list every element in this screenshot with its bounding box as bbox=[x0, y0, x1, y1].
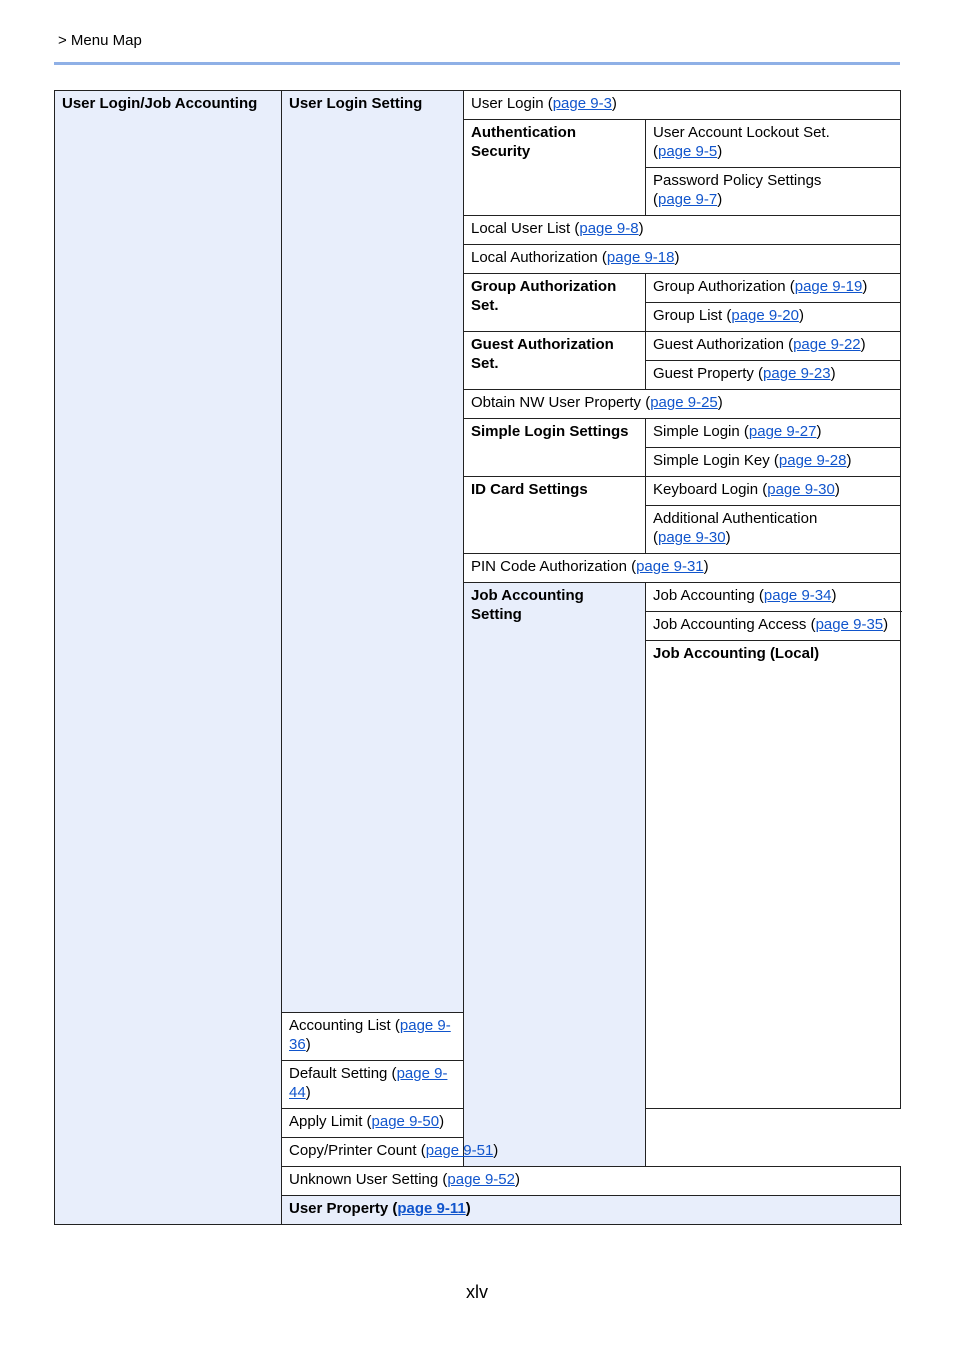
authentication-security-heading: Authentication Security bbox=[464, 120, 646, 216]
user-login-setting-heading: User Login Setting bbox=[282, 91, 464, 1013]
simple-login-page-link[interactable]: page 9-27 bbox=[748, 423, 817, 440]
password-policy-page-link[interactable]: page 9-7 bbox=[658, 191, 718, 208]
local-authorization-page-link[interactable]: page 9-18 bbox=[606, 249, 675, 266]
group-authorization-set-heading: Group Authorization Set. bbox=[464, 274, 646, 332]
keyboard-login-page-link[interactable]: page 9-30 bbox=[767, 481, 835, 498]
default-setting-item: Default Setting (page 9-44) bbox=[282, 1061, 464, 1109]
job-accounting-access-page-link[interactable]: page 9-35 bbox=[815, 616, 884, 633]
guest-property-page-link[interactable]: page 9-23 bbox=[763, 365, 831, 382]
user-property-page-link[interactable]: page 9-11 bbox=[397, 1200, 466, 1217]
guest-authorization-item: Guest Authorization (page 9-22) bbox=[646, 332, 901, 361]
guest-authorization-page-link[interactable]: page 9-22 bbox=[793, 336, 861, 353]
additional-authentication-item: Additional Authentication (page 9-30) bbox=[646, 506, 901, 554]
local-user-list-item: Local User List (page 9-8) bbox=[464, 216, 901, 245]
apply-limit-item: Apply Limit (page 9-50) bbox=[282, 1109, 646, 1138]
password-policy-item: Password Policy Settings (page 9-7) bbox=[646, 168, 901, 216]
job-accounting-access-item: Job Accounting Access (page 9-35) bbox=[646, 612, 901, 641]
copy-printer-count-item: Copy/Printer Count (page 9-51) bbox=[282, 1138, 646, 1167]
guest-property-item: Guest Property (page 9-23) bbox=[646, 361, 901, 390]
keyboard-login-item: Keyboard Login (page 9-30) bbox=[646, 477, 901, 506]
user-login-page-link[interactable]: page 9-3 bbox=[552, 95, 612, 112]
user-account-lockout-page-link[interactable]: page 9-5 bbox=[658, 143, 718, 160]
group-list-item: Group List (page 9-20) bbox=[646, 303, 901, 332]
unknown-user-setting-page-link[interactable]: page 9-52 bbox=[447, 1171, 515, 1188]
simple-login-key-item: Simple Login Key (page 9-28) bbox=[646, 448, 901, 477]
additional-authentication-page-link[interactable]: page 9-30 bbox=[658, 529, 726, 546]
pin-code-authorization-page-link[interactable]: page 9-31 bbox=[636, 558, 704, 575]
unknown-user-setting-item: Unknown User Setting (page 9-52) bbox=[282, 1167, 901, 1196]
page-number: xlv bbox=[466, 1282, 488, 1302]
job-accounting-local-heading: Job Accounting (Local) bbox=[646, 641, 901, 1109]
user-login-item: User Login (page 9-3) bbox=[464, 91, 901, 120]
local-user-list-page-link[interactable]: page 9-8 bbox=[579, 220, 639, 237]
id-card-settings-heading: ID Card Settings bbox=[464, 477, 646, 554]
accounting-list-item: Accounting List (page 9-36) bbox=[282, 1013, 464, 1061]
local-authorization-item: Local Authorization (page 9-18) bbox=[464, 245, 901, 274]
accounting-list-page-link[interactable]: page 9-36 bbox=[289, 1017, 451, 1053]
user-property-row: User Property (page 9-11) bbox=[282, 1196, 901, 1225]
group-authorization-item: Group Authorization (page 9-19) bbox=[646, 274, 901, 303]
breadcrumb: > Menu Map bbox=[58, 32, 142, 49]
obtain-nw-user-property-page-link[interactable]: page 9-25 bbox=[650, 394, 718, 411]
simple-login-settings-heading: Simple Login Settings bbox=[464, 419, 646, 477]
copy-printer-count-page-link[interactable]: page 9-51 bbox=[425, 1142, 494, 1159]
simple-login-item: Simple Login (page 9-27) bbox=[646, 419, 901, 448]
guest-authorization-set-heading: Guest Authorization Set. bbox=[464, 332, 646, 390]
simple-login-key-page-link[interactable]: page 9-28 bbox=[778, 452, 847, 469]
obtain-nw-user-property-item: Obtain NW User Property (page 9-25) bbox=[464, 390, 901, 419]
user-login-job-accounting-heading: User Login/Job Accounting bbox=[55, 91, 282, 1225]
default-setting-page-link[interactable]: page 9-44 bbox=[289, 1065, 448, 1101]
job-accounting-setting-heading: Job Accounting Setting bbox=[464, 583, 646, 1167]
header-divider bbox=[54, 62, 900, 65]
menu-map-table bbox=[54, 90, 901, 1225]
group-list-page-link[interactable]: page 9-20 bbox=[731, 307, 799, 324]
pin-code-authorization-item: PIN Code Authorization (page 9-31) bbox=[464, 554, 901, 583]
job-accounting-item: Job Accounting (page 9-34) bbox=[646, 583, 901, 612]
job-accounting-page-link[interactable]: page 9-34 bbox=[763, 587, 832, 604]
user-account-lockout-item: User Account Lockout Set. (page 9-5) bbox=[646, 120, 901, 168]
group-authorization-page-link[interactable]: page 9-19 bbox=[794, 278, 863, 295]
apply-limit-page-link[interactable]: page 9-50 bbox=[371, 1113, 440, 1130]
